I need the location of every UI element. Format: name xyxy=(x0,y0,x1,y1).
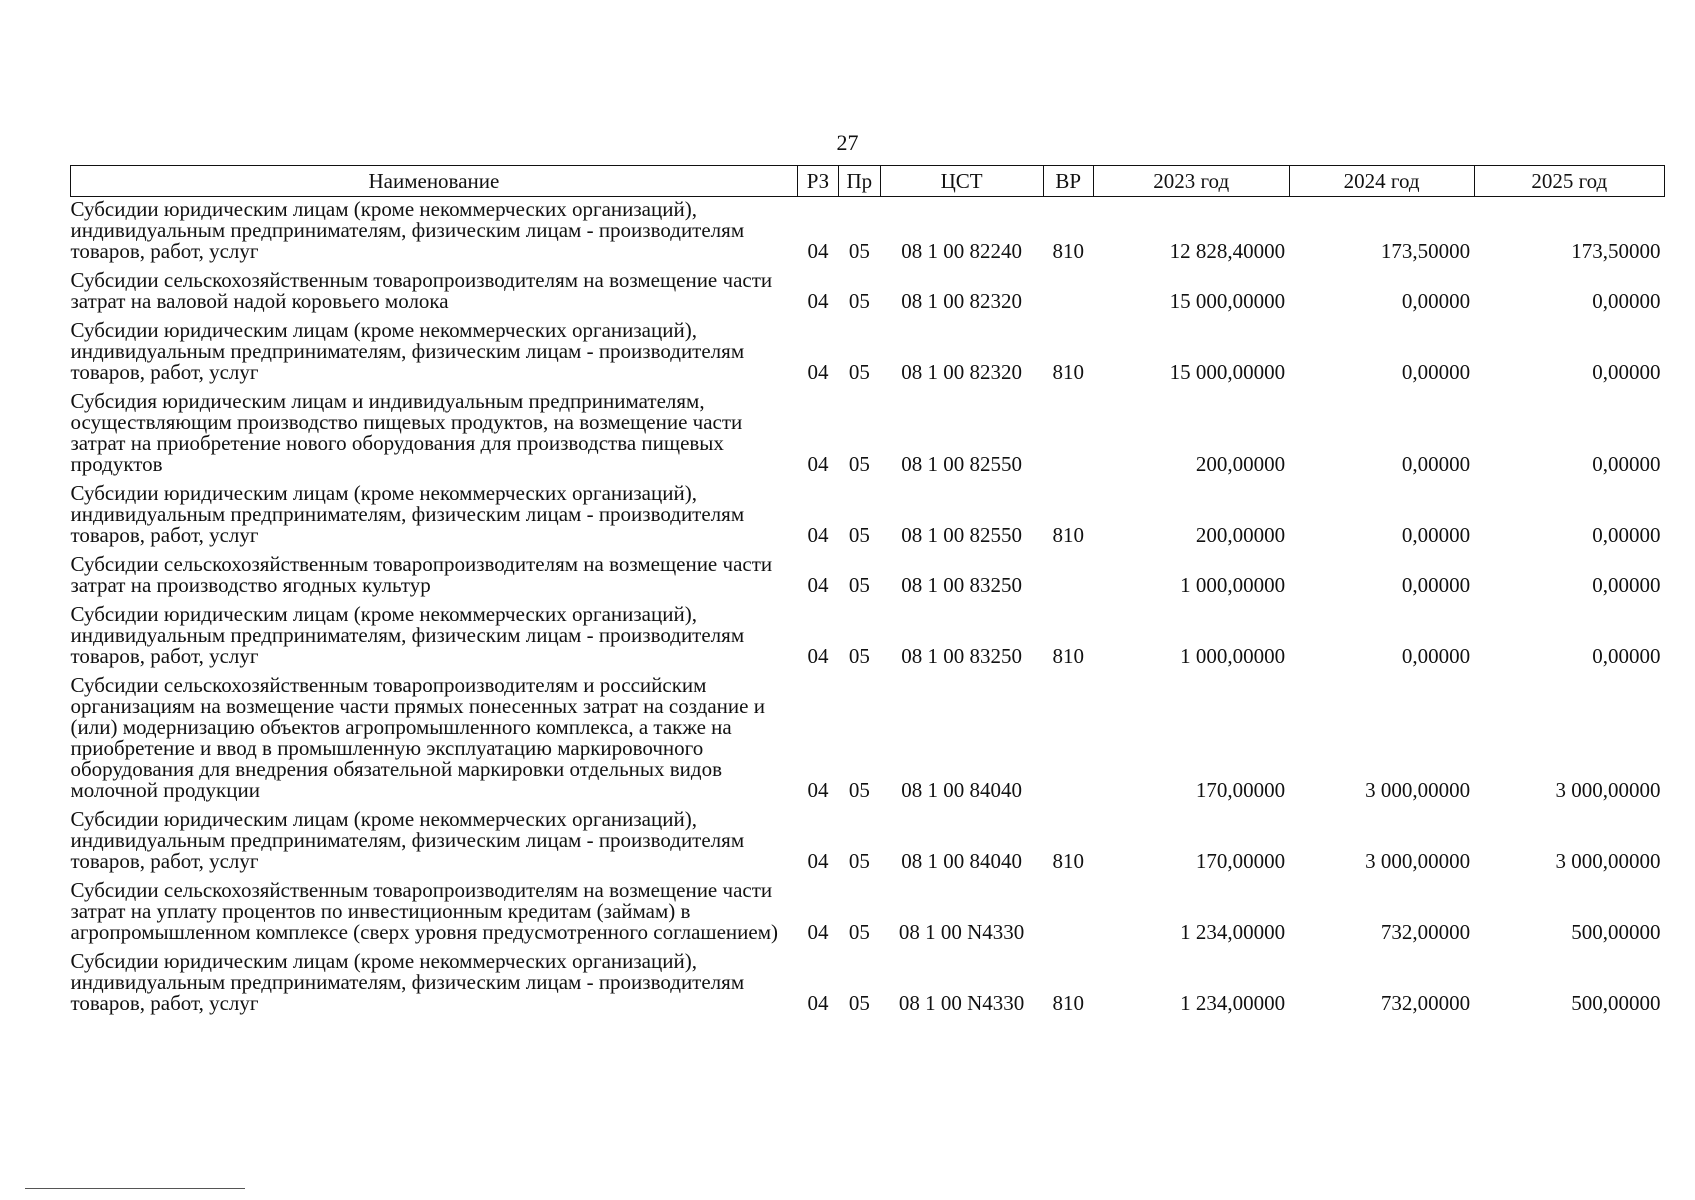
row-value-2024: 0,00000 xyxy=(1401,523,1471,547)
table-body xyxy=(71,197,1665,1021)
row-name: Субсидии сельскохозяйственным товаропроизводителям на возмещение части затрат на валовой надой коровьего молока xyxy=(70,268,773,313)
table-row xyxy=(71,268,1665,318)
row-value-2024: 0,00000 xyxy=(1401,452,1471,476)
table-row xyxy=(71,197,1665,269)
row-value-2025: 500,00000 xyxy=(1571,920,1661,944)
table-row xyxy=(71,552,1665,602)
row-name: Субсидии сельскохозяйственным товаропроизводителям и российским организациям на возмещение части прямых понесенных затрат на создание и (или) модернизацию объектов агропромышленного комплекса, а также на приобретение и ввод в промышленную эксплуатацию маркировочного оборудования для внедрения обязательной маркировки отдельных видов молочной продукции xyxy=(70,673,765,802)
row-vr xyxy=(1043,673,1093,807)
row-value-2023: 1 000,00000 xyxy=(1180,644,1286,668)
row-value-2024: 3 000,00000 xyxy=(1365,778,1471,802)
row-value-2024: 0,00000 xyxy=(1401,644,1471,668)
row-value-2024: 0,00000 xyxy=(1401,360,1471,384)
row-rz: 04 xyxy=(807,644,829,668)
row-value-2024: 0,00000 xyxy=(1401,289,1471,313)
row-pr: 05 xyxy=(848,644,870,668)
row-pr: 05 xyxy=(848,523,870,547)
row-value-2025: 3 000,00000 xyxy=(1555,778,1661,802)
row-value-2023: 15 000,00000 xyxy=(1169,360,1286,384)
row-value-2024: 173,50000 xyxy=(1380,239,1471,263)
row-pr: 05 xyxy=(848,920,870,944)
row-value-2023: 15 000,00000 xyxy=(1169,289,1286,313)
row-value-2023: 170,00000 xyxy=(1195,849,1286,873)
row-rz: 04 xyxy=(807,849,829,873)
row-rz: 04 xyxy=(807,778,829,802)
row-name: Субсидии юридическим лицам (кроме некоммерческих организаций), индивидуальным предпринимателям, физическим лицам - производителям товаров, работ, услуг xyxy=(70,949,745,1015)
table-row xyxy=(71,602,1665,673)
row-cst: 08 1 00 82320 xyxy=(901,360,1022,384)
row-value-2025: 0,00000 xyxy=(1592,644,1661,668)
row-vr xyxy=(1043,389,1093,481)
row-vr: 810 xyxy=(1052,644,1084,668)
row-pr: 05 xyxy=(848,452,870,476)
row-value-2025: 173,50000 xyxy=(1571,239,1661,263)
page-number: 27 xyxy=(836,130,859,155)
footer-divider xyxy=(25,1188,245,1189)
header-name: Наименование xyxy=(71,166,798,197)
row-vr: 810 xyxy=(1052,239,1084,263)
table-row xyxy=(71,481,1665,552)
row-cst: 08 1 00 82550 xyxy=(901,452,1022,476)
table-header-row xyxy=(71,166,1665,197)
header-2025: 2025 год xyxy=(1474,166,1664,197)
row-pr: 05 xyxy=(848,239,870,263)
row-value-2023: 1 000,00000 xyxy=(1180,573,1286,597)
table-row xyxy=(71,807,1665,878)
table-row xyxy=(71,318,1665,389)
row-rz: 04 xyxy=(807,573,829,597)
row-value-2024: 732,00000 xyxy=(1380,991,1471,1015)
row-value-2023: 1 234,00000 xyxy=(1180,991,1286,1015)
row-value-2023: 12 828,40000 xyxy=(1169,239,1286,263)
row-value-2025: 0,00000 xyxy=(1592,573,1661,597)
header-pr: Пр xyxy=(839,166,880,197)
row-name: Субсидии сельскохозяйственным товаропроизводителям на возмещение части затрат на производство ягодных культур xyxy=(70,552,773,597)
row-rz: 04 xyxy=(807,991,829,1015)
row-pr: 05 xyxy=(848,289,870,313)
table-row xyxy=(71,878,1665,949)
row-rz: 04 xyxy=(807,239,829,263)
table-row xyxy=(71,673,1665,807)
row-cst: 08 1 00 83250 xyxy=(901,644,1022,668)
row-value-2025: 0,00000 xyxy=(1592,523,1661,547)
budget-table xyxy=(70,165,1665,1020)
row-cst: 08 1 00 82550 xyxy=(901,523,1022,547)
row-value-2025: 0,00000 xyxy=(1592,289,1661,313)
row-vr: 810 xyxy=(1052,849,1084,873)
row-vr xyxy=(1043,878,1093,949)
row-cst: 08 1 00 N4330 xyxy=(898,991,1025,1015)
row-vr xyxy=(1043,268,1093,318)
row-value-2025: 0,00000 xyxy=(1592,360,1661,384)
row-rz: 04 xyxy=(807,360,829,384)
row-rz: 04 xyxy=(807,289,829,313)
row-vr: 810 xyxy=(1052,523,1084,547)
row-value-2023: 200,00000 xyxy=(1195,452,1286,476)
row-cst: 08 1 00 82240 xyxy=(901,239,1022,263)
row-rz: 04 xyxy=(807,920,829,944)
row-value-2025: 3 000,00000 xyxy=(1555,849,1661,873)
row-value-2025: 0,00000 xyxy=(1592,452,1661,476)
header-2024: 2024 год xyxy=(1289,166,1474,197)
table-row xyxy=(71,949,1665,1020)
row-pr: 05 xyxy=(848,849,870,873)
row-cst: 08 1 00 84040 xyxy=(901,778,1022,802)
row-value-2023: 1 234,00000 xyxy=(1180,920,1286,944)
row-cst: 08 1 00 84040 xyxy=(901,849,1022,873)
header-2023: 2023 год xyxy=(1093,166,1289,197)
row-name: Субсидии сельскохозяйственным товаропроизводителям на возмещение части затрат на уплату процентов по инвестиционным кредитам (займам) в агропромышленном комплексе (сверх уровня предусмотренного соглашением) xyxy=(70,878,778,944)
table-row xyxy=(71,389,1665,481)
row-value-2024: 3 000,00000 xyxy=(1365,849,1471,873)
row-cst: 08 1 00 83250 xyxy=(901,573,1022,597)
row-pr: 05 xyxy=(848,991,870,1015)
row-value-2023: 170,00000 xyxy=(1195,778,1286,802)
row-pr: 05 xyxy=(848,573,870,597)
header-vr: ВР xyxy=(1043,166,1093,197)
row-cst: 08 1 00 N4330 xyxy=(898,920,1025,944)
header-cst: ЦСТ xyxy=(880,166,1043,197)
row-name: Субсидия юридическим лицам и индивидуальным предпринимателям, осуществляющим производство пищевых продуктов, на возмещение части затрат на приобретение нового оборудования для производства пищевых продуктов xyxy=(70,389,743,476)
row-vr xyxy=(1043,552,1093,602)
row-name: Субсидии юридическим лицам (кроме некоммерческих организаций), индивидуальным предпринимателям, физическим лицам - производителям товаров, работ, услуг xyxy=(70,481,745,547)
row-cst: 08 1 00 82320 xyxy=(901,289,1022,313)
row-name: Субсидии юридическим лицам (кроме некоммерческих организаций), индивидуальным предпринимателям, физическим лицам - производителям товаров, работ, услуг xyxy=(70,807,745,873)
row-name: Субсидии юридическим лицам (кроме некоммерческих организаций), индивидуальным предпринимателям, физическим лицам - производителям товаров, работ, услуг xyxy=(70,318,745,384)
row-vr: 810 xyxy=(1052,360,1084,384)
row-value-2023: 200,00000 xyxy=(1195,523,1286,547)
row-pr: 05 xyxy=(848,360,870,384)
row-vr: 810 xyxy=(1052,991,1084,1015)
row-name: Субсидии юридическим лицам (кроме некоммерческих организаций), индивидуальным предпринимателям, физическим лицам - производителям товаров, работ, услуг xyxy=(70,602,745,668)
row-rz: 04 xyxy=(807,452,829,476)
row-value-2024: 0,00000 xyxy=(1401,573,1471,597)
row-value-2025: 500,00000 xyxy=(1571,991,1661,1015)
row-value-2024: 732,00000 xyxy=(1380,920,1471,944)
row-pr: 05 xyxy=(848,778,870,802)
row-name: Субсидии юридическим лицам (кроме некоммерческих организаций), индивидуальным предпринимателям, физическим лицам - производителям товаров, работ, услуг xyxy=(70,197,745,263)
row-rz: 04 xyxy=(807,523,829,547)
header-rz: РЗ xyxy=(797,166,838,197)
